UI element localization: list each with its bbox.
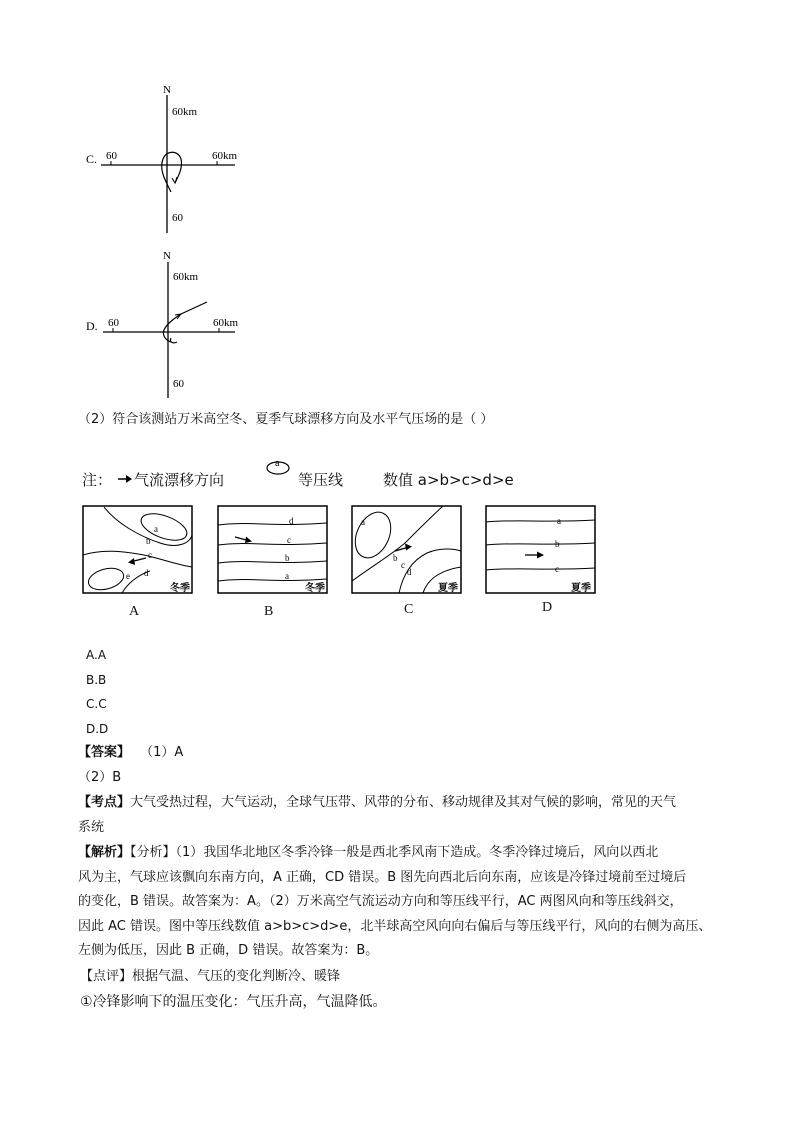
panel-c-letter: C	[404, 602, 414, 617]
panel-b-isobar-a: a	[285, 571, 289, 581]
panel-b-isobar-b: b	[285, 553, 290, 563]
figure-c-bottom-label: 60	[172, 212, 183, 224]
jiexi-text-1: 【分析】（1）我国华北地区冬季冷锋一般是西北季风南下造成。冬季冷锋过境后，风向以西北	[130, 845, 659, 860]
panel-d-letter: D	[542, 600, 553, 615]
panel-a-isobar-e: e	[126, 571, 130, 581]
figure-d-bottom-label: 60	[173, 378, 184, 390]
figure-d-north-label: N	[163, 250, 171, 262]
kaodian-section	[78, 791, 728, 840]
option-b[interactable]: B.B	[86, 673, 107, 687]
panel-d-isobar-a: a	[557, 516, 561, 526]
jiexi-text-3: 的变化，B 错误。故答案为：A。（2）万米高空气流运动方向和等压线平行，AC 两图风向和等压线斜交，	[78, 894, 683, 909]
panel-a-isobar-c: c	[148, 550, 152, 560]
panel-d-isobar-c: c	[555, 564, 559, 574]
figure-c-right-label: 60km	[212, 150, 238, 162]
panel-a-isobar-b: b	[146, 536, 151, 546]
panel-d-isobar-b: b	[555, 539, 560, 549]
panel-c-isobar-c: c	[401, 560, 405, 570]
panel-a-letter: A	[129, 604, 140, 619]
kaodian-label: 【考点】	[78, 795, 131, 810]
option-d[interactable]: D.D	[86, 722, 109, 736]
jiexi-text-2: 风为主，气球应该飘向东南方向，A 正确，CD 错误。B 图先向西北后向东南，应该是冷锋过境前至过境后	[78, 869, 687, 885]
panel-b-isobar-c: c	[287, 535, 291, 545]
point-1: ①冷锋影响下的温压变化：气压升高，气温降低。	[80, 994, 387, 1010]
jiexi-section	[78, 841, 728, 964]
legend-arrow-icon	[116, 474, 134, 484]
question-2: （2）符合该测站万米高空冬、夏季气球漂移方向及水平气压场的是（ ）	[78, 412, 494, 427]
dianping-text: 根据气温、气压的变化判断冷、暖锋	[132, 969, 341, 984]
panel-c-isobar-b: b	[393, 553, 398, 563]
option-c[interactable]: C.C	[86, 697, 107, 711]
dianping-label: 【点评】	[80, 969, 133, 984]
jiexi-text-5: 左侧为低压，因此 B 正确，D 错误。故答案为：B。	[78, 943, 379, 958]
figure-c-letter: C.	[86, 152, 98, 166]
answer-line-1	[78, 741, 183, 765]
kaodian-text-1: 大气受热过程，大气运动，全球气压带、风带的分布、移动规律及其对气候的影响，常见的天气	[130, 795, 677, 810]
panel-c-isobar-d: d	[407, 567, 412, 577]
figure-d-left-label: 60	[108, 317, 119, 329]
dianping-section	[80, 965, 340, 989]
legend-arrow-text: 气流漂移方向	[134, 471, 225, 489]
panel-b-letter: B	[264, 604, 274, 619]
panel-c-season: 夏季	[438, 583, 458, 594]
legend-isobar-text: 等压线	[298, 471, 344, 489]
answer-part-1: （1）A	[140, 745, 184, 760]
figure-d-top-label: 60km	[173, 271, 199, 283]
figure-d-axes	[95, 262, 245, 400]
answer-label: 【答案】	[78, 745, 131, 760]
option-a[interactable]: A.A	[86, 648, 107, 662]
legend-isobar-letter: a	[275, 458, 280, 469]
figure-c-north-label: N	[163, 84, 171, 96]
figure-d-right-label: 60km	[213, 317, 239, 329]
kaodian-text-2: 系统	[78, 819, 105, 835]
legend-value-text: 数值 a>b>c>d>e	[383, 471, 514, 489]
panel-b-season: 冬季	[305, 583, 325, 594]
figure-c-axes	[95, 95, 245, 235]
legend-note: 注：	[82, 471, 113, 489]
figure-c-top-label: 60km	[172, 106, 198, 118]
figure-c-left-label: 60	[106, 150, 117, 162]
panel-a-season: 冬季	[170, 583, 190, 594]
panel-c-isobar-a: a	[361, 517, 365, 527]
figure-d-letter: D.	[86, 319, 98, 333]
answer-part-2: （2）B	[78, 770, 122, 785]
jiexi-label: 【解析】	[78, 845, 131, 860]
panel-a-isobar-d: d	[144, 568, 149, 578]
panel-a-isobar-a: a	[154, 524, 158, 534]
jiexi-text-4: 因此 AC 错误。图中等压线数值 a>b>c>d>e，北半球高空风向向右偏后与等压线平行，风向的右侧为高压、	[78, 918, 712, 934]
panel-d-season: 夏季	[571, 583, 591, 594]
panel-b-isobar-d: d	[289, 516, 294, 526]
